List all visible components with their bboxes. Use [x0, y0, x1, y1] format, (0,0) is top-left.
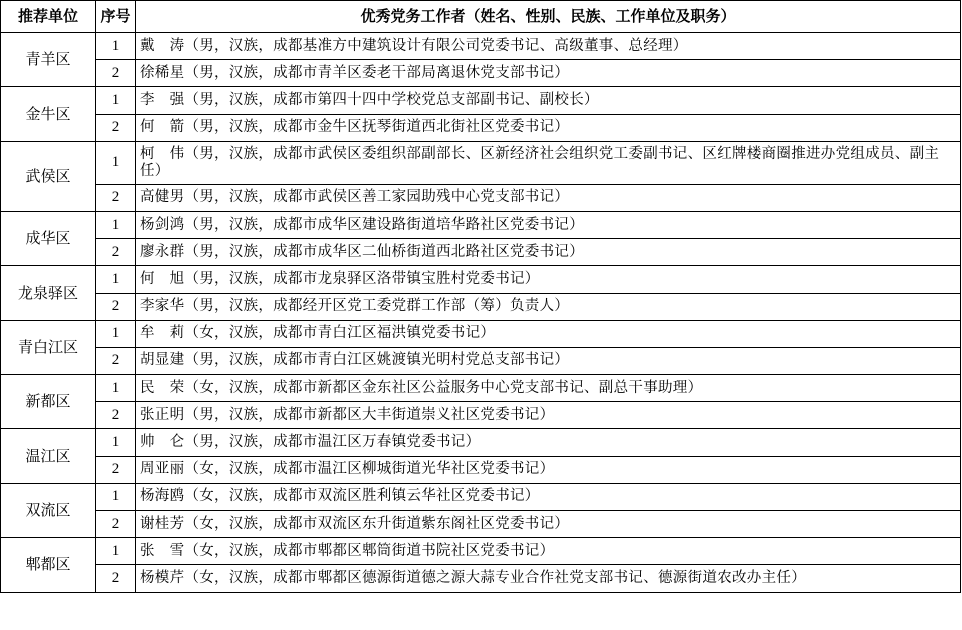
table-row: [1, 211, 961, 238]
seq-cell: 1: [96, 375, 136, 402]
table-row: [1, 33, 961, 60]
header-desc: 优秀党务工作者（姓名、性别、民族、工作单位及职务）: [136, 1, 961, 33]
worker-description-cell: 民 荣（女，汉族，成都市新都区金东社区公益服务中心党支部书记、副总干事助理）: [136, 375, 961, 402]
unit-cell: 青羊区: [1, 33, 96, 87]
seq-cell: 2: [96, 402, 136, 429]
table-row: [1, 184, 961, 211]
table-row: [1, 114, 961, 141]
table-row: [1, 483, 961, 510]
table-row: [1, 141, 961, 184]
seq-cell: 2: [96, 511, 136, 538]
table-row: [1, 320, 961, 347]
worker-description-cell: 柯 伟（男，汉族，成都市武侯区委组织部副部长、区新经济社会组织党工委副书记、区红牌楼商圈推进办党组成员、副主任）: [136, 141, 961, 184]
worker-description-cell: 高健男（男，汉族，成都市武侯区善工家园助残中心党支部书记）: [136, 184, 961, 211]
unit-cell: 龙泉驿区: [1, 266, 96, 320]
seq-cell: 1: [96, 538, 136, 565]
unit-cell: 金牛区: [1, 87, 96, 141]
seq-cell: 1: [96, 87, 136, 114]
table-row: [1, 375, 961, 402]
worker-description-cell: 杨剑鸿（男，汉族，成都市成华区建设路街道培华路社区党委书记）: [136, 211, 961, 238]
header-unit: 推荐单位: [1, 1, 96, 33]
unit-cell: 温江区: [1, 429, 96, 483]
table-row: [1, 565, 961, 592]
worker-description-cell: 张 雪（女，汉族，成都市郫都区郫筒街道书院社区党委书记）: [136, 538, 961, 565]
header-seq: 序号: [96, 1, 136, 33]
unit-cell: 新都区: [1, 375, 96, 429]
worker-description-cell: 谢桂芳（女，汉族，成都市双流区东升街道紫东阁社区党委书记）: [136, 511, 961, 538]
table-row: [1, 511, 961, 538]
worker-description-cell: 周亚丽（女，汉族，成都市温江区柳城街道光华社区党委书记）: [136, 456, 961, 483]
table-body: [1, 33, 961, 593]
worker-description-cell: 张正明（男，汉族，成都市新都区大丰街道崇义社区党委书记）: [136, 402, 961, 429]
seq-cell: 1: [96, 141, 136, 184]
worker-description-cell: 徐稀星（男，汉族，成都市青羊区委老干部局离退休党支部书记）: [136, 60, 961, 87]
seq-cell: 2: [96, 347, 136, 374]
table-header-row: [1, 1, 961, 33]
table-row: [1, 347, 961, 374]
table-row: [1, 402, 961, 429]
seq-cell: 1: [96, 33, 136, 60]
table-row: [1, 293, 961, 320]
table-row: [1, 266, 961, 293]
worker-description-cell: 杨模芹（女，汉族，成都市郫都区德源街道德之源大蒜专业合作社党支部书记、德源街道农改办主任）: [136, 565, 961, 592]
worker-description-cell: 胡显建（男，汉族，成都市青白江区姚渡镇光明村党总支部书记）: [136, 347, 961, 374]
unit-cell: 武侯区: [1, 141, 96, 211]
table-row: [1, 60, 961, 87]
seq-cell: 2: [96, 184, 136, 211]
seq-cell: 1: [96, 483, 136, 510]
unit-cell: 双流区: [1, 483, 96, 537]
seq-cell: 1: [96, 266, 136, 293]
table-row: [1, 538, 961, 565]
seq-cell: 1: [96, 429, 136, 456]
worker-description-cell: 戴 涛（男，汉族，成都基准方中建筑设计有限公司党委书记、高级董事、总经理）: [136, 33, 961, 60]
unit-cell: 成华区: [1, 211, 96, 265]
unit-cell: 青白江区: [1, 320, 96, 374]
worker-description-cell: 何 箭（男，汉族，成都市金牛区抚琴街道西北街社区党委书记）: [136, 114, 961, 141]
seq-cell: 2: [96, 114, 136, 141]
seq-cell: 2: [96, 239, 136, 266]
seq-cell: 2: [96, 565, 136, 592]
seq-cell: 1: [96, 320, 136, 347]
worker-description-cell: 帅 仑（男，汉族，成都市温江区万春镇党委书记）: [136, 429, 961, 456]
table-row: [1, 456, 961, 483]
table-row: [1, 87, 961, 114]
table-row: [1, 429, 961, 456]
worker-description-cell: 杨海鸥（女，汉族，成都市双流区胜利镇云华社区党委书记）: [136, 483, 961, 510]
seq-cell: 2: [96, 456, 136, 483]
unit-cell: 郫都区: [1, 538, 96, 592]
worker-description-cell: 牟 莉（女，汉族，成都市青白江区福洪镇党委书记）: [136, 320, 961, 347]
worker-description-cell: 何 旭（男，汉族，成都市龙泉驿区洛带镇宝胜村党委书记）: [136, 266, 961, 293]
worker-description-cell: 李家华（男，汉族，成都经开区党工委党群工作部（筹）负责人）: [136, 293, 961, 320]
table-row: [1, 239, 961, 266]
worker-description-cell: 李 强（男，汉族，成都市第四十四中学校党总支部副书记、副校长）: [136, 87, 961, 114]
seq-cell: 2: [96, 293, 136, 320]
seq-cell: 1: [96, 211, 136, 238]
seq-cell: 2: [96, 60, 136, 87]
worker-description-cell: 廖永群（男，汉族，成都市成华区二仙桥街道西北路社区党委书记）: [136, 239, 961, 266]
